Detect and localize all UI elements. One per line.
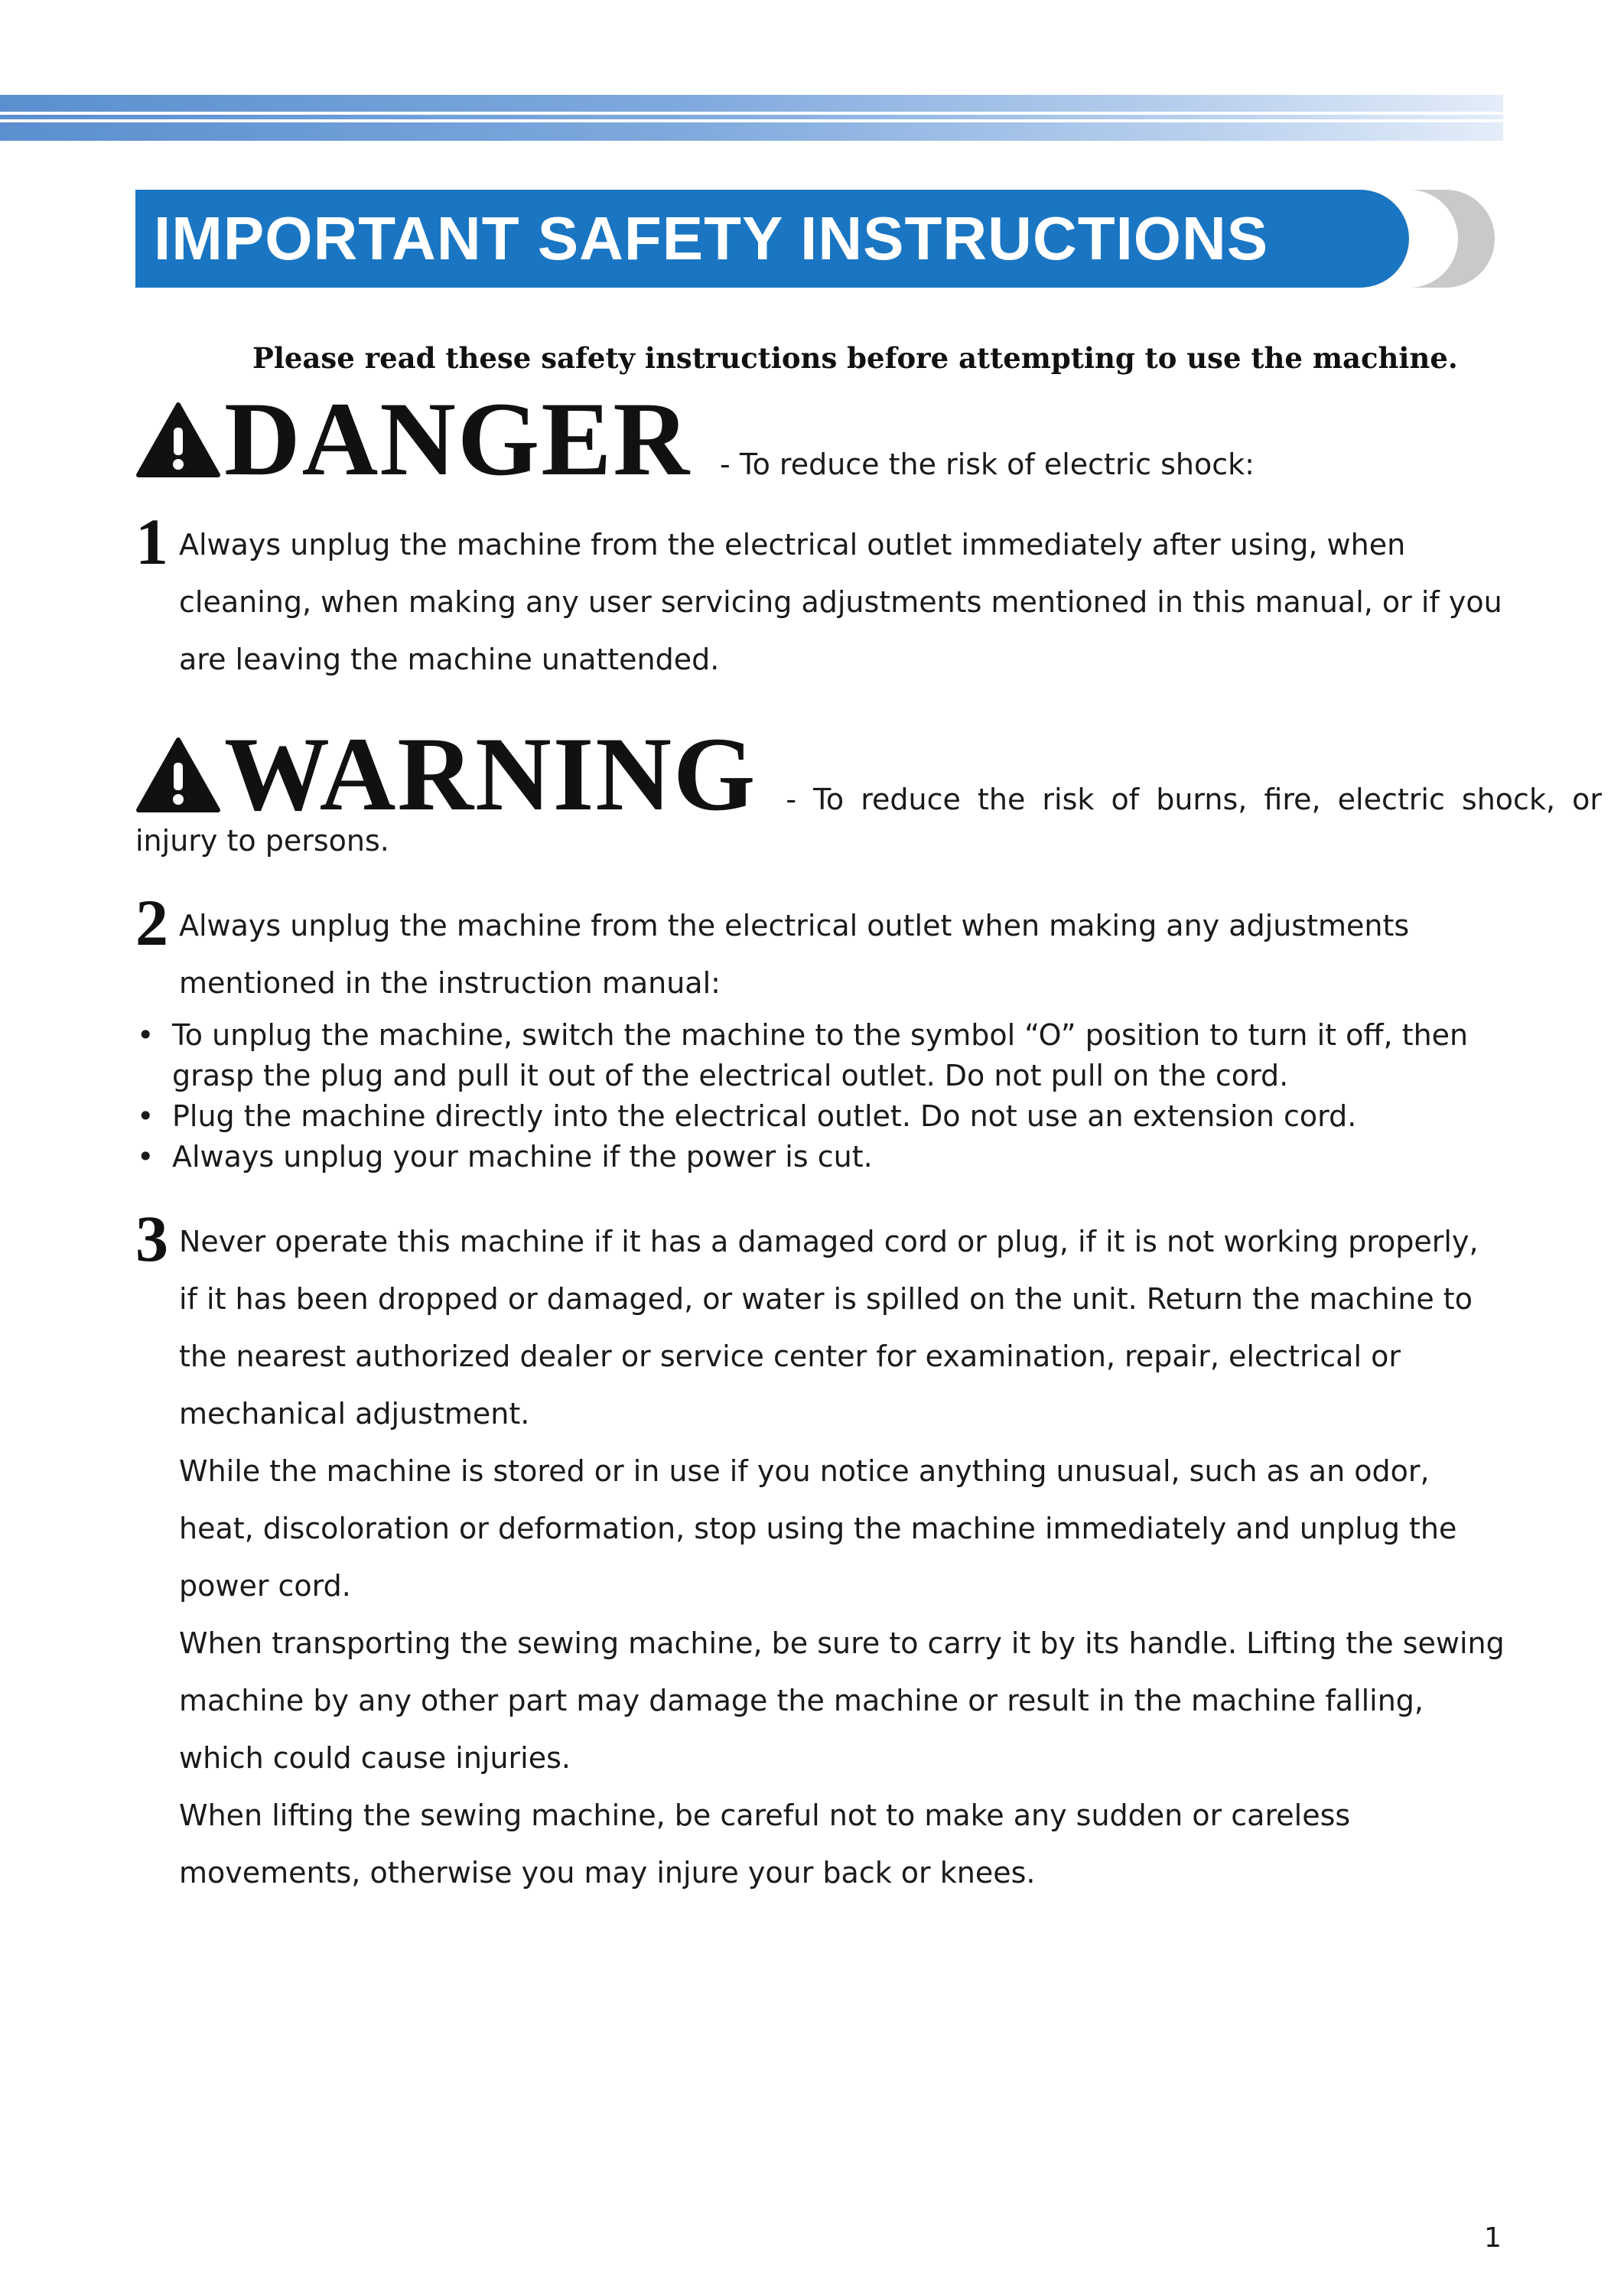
warning-label: WARNING	[224, 715, 757, 832]
item-paragraph: While the machine is stored or in use if you notice anything unusual, such as an odor, heat, discoloration or deformation, stop using the machine immediately and unplug the power cord.	[179, 1454, 1457, 1603]
header-stripe	[0, 95, 1503, 112]
warning-triangle-icon	[135, 737, 221, 813]
page-title: IMPORTANT SAFETY INSTRUCTIONS	[154, 204, 1269, 272]
header-stripe	[0, 122, 1503, 141]
item-text	[179, 1213, 1505, 1902]
list-item	[135, 1137, 1505, 1177]
list-item-text: Plug the machine directly into the electrical outlet. Do not use an extension cord.	[172, 1099, 1357, 1133]
item-number: 3	[135, 1202, 168, 1275]
item-text: Always unplug the machine from the electrical outlet immediately after using, when cleaning, when making any user servicing adjustments mentioned in this manual, or if you are leaving the machine unattended.	[179, 528, 1502, 676]
danger-label: DANGER	[224, 380, 692, 497]
page-number: 1	[1484, 2222, 1502, 2254]
bullet-list	[135, 1015, 1505, 1177]
bullet-icon: •	[137, 1140, 155, 1174]
item-text: Always unplug the machine from the electrical outlet when making any adjustments mentioned in the instruction manual:	[179, 909, 1410, 1000]
item-number: 2	[135, 886, 168, 959]
danger-description: - To reduce the risk of electric shock:	[720, 448, 1255, 481]
warning-triangle-icon	[135, 402, 221, 478]
list-item	[135, 1096, 1505, 1137]
warning-description: - To reduce the risk of burns, fire, electric shock, or	[786, 783, 1602, 816]
item-number: 1	[135, 505, 168, 578]
header-stripe	[0, 115, 1503, 119]
title-bar	[135, 190, 1409, 288]
bullet-icon: •	[137, 1018, 155, 1052]
intro-text: Please read these safety instructions before attempting to use the machine.	[252, 341, 1458, 375]
item-paragraph: When transporting the sewing machine, be sure to carry it by its handle. Lifting the sewing machine by any other part may damage the machine or result in the machine falling, which could cause injuries.	[179, 1626, 1505, 1775]
list-item-text: To unplug the machine, switch the machine to the symbol “O” position to turn it off, then grasp the plug and pull it out of the electrical outlet. Do not pull on the cord.	[172, 1018, 1469, 1092]
list-item	[135, 1015, 1505, 1096]
warning-heading	[135, 715, 1602, 832]
warning-description-continued: injury to persons.	[135, 824, 389, 858]
danger-heading	[135, 380, 1255, 497]
title-decoration-icon	[1362, 190, 1507, 288]
instruction-item-1	[135, 505, 1505, 688]
instruction-item-2	[135, 886, 1505, 1012]
bullet-icon: •	[137, 1099, 155, 1133]
item-paragraph: Never operate this machine if it has a damaged cord or plug, if it is not working properly, if it has been dropped or damaged, or water is spilled on the unit. Return the machine to the nearest authorized dealer or service center for examination, repair, electrical or mechanical adjustment.	[179, 1225, 1479, 1431]
header-stripes	[0, 95, 1503, 141]
list-item-text: Always unplug your machine if the power is cut.	[172, 1140, 873, 1174]
item-paragraph: When lifting the sewing machine, be careful not to make any sudden or careless movements, otherwise you may injure your back or knees.	[179, 1799, 1351, 1890]
instruction-item-3	[135, 1202, 1505, 1902]
